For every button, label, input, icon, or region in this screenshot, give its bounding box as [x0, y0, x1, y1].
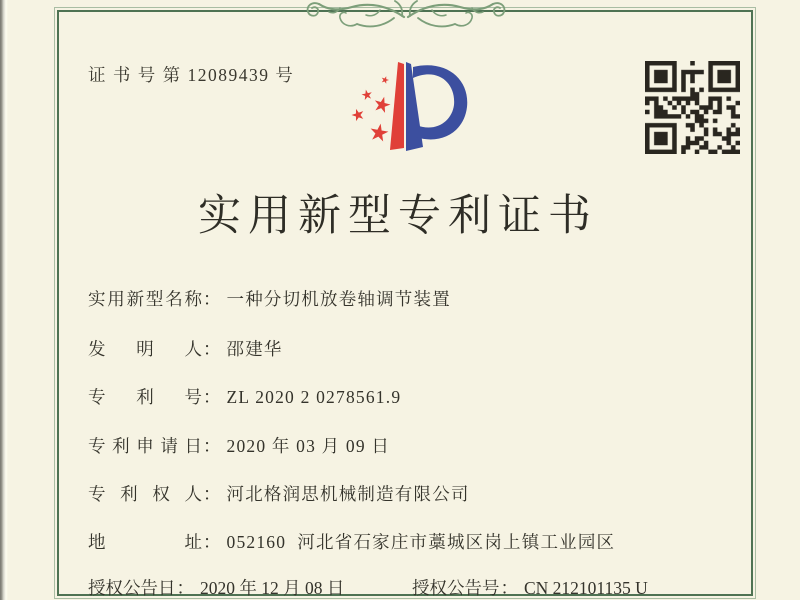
field-label: 发明人: [88, 339, 202, 359]
field-value: 2020 年 12 月 08 日: [200, 578, 345, 598]
field-colon: ：: [500, 578, 518, 598]
field-patent-number: [88, 384, 401, 409]
field-address: [88, 529, 615, 554]
field-value: 2020 年 03 月 09 日: [226, 436, 391, 456]
field-colon: ：: [203, 289, 221, 309]
field-label: 专利申请日: [88, 436, 202, 456]
field-grant-number: [412, 575, 648, 600]
field-utility-model-name: [88, 286, 451, 311]
certificate-title: 实用新型专利证书: [198, 193, 598, 240]
scan-edge-shadow: [0, 0, 8, 600]
field-filing-date: [88, 433, 390, 458]
field-colon: ：: [203, 436, 221, 456]
field-value: 邵建华: [226, 339, 283, 359]
field-label: 专利号: [88, 387, 202, 407]
certificate-number: 证 书 号 第 12089439 号: [88, 65, 295, 85]
field-colon: ：: [203, 532, 221, 552]
field-grant-date: [88, 575, 344, 600]
field-colon: ：: [203, 484, 221, 504]
field-label: 地址: [88, 532, 202, 552]
field-value: ZL 2020 2 0278561.9: [226, 387, 402, 407]
field-label: 授权公告号: [412, 578, 500, 598]
field-label: 专利权人: [88, 484, 202, 504]
field-value: 052160 河北省石家庄市藁城区岗上镇工业园区: [226, 532, 616, 552]
field-label: 授权公告日: [88, 578, 176, 598]
field-patentee: [88, 481, 470, 506]
field-colon: ：: [176, 578, 194, 598]
field-inventor: [88, 336, 283, 361]
floral-scroll-icon: [286, 0, 526, 31]
cnipa-logo-icon: [334, 55, 480, 167]
field-label: 实用新型名称: [88, 289, 202, 309]
field-value: 河北格润思机械制造有限公司: [226, 484, 470, 504]
field-value: CN 212101135 U: [524, 578, 648, 598]
qr-code: [645, 61, 740, 154]
field-colon: ：: [203, 339, 221, 359]
field-colon: ：: [203, 387, 221, 407]
field-value: 一种分切机放卷轴调节装置: [226, 289, 451, 309]
